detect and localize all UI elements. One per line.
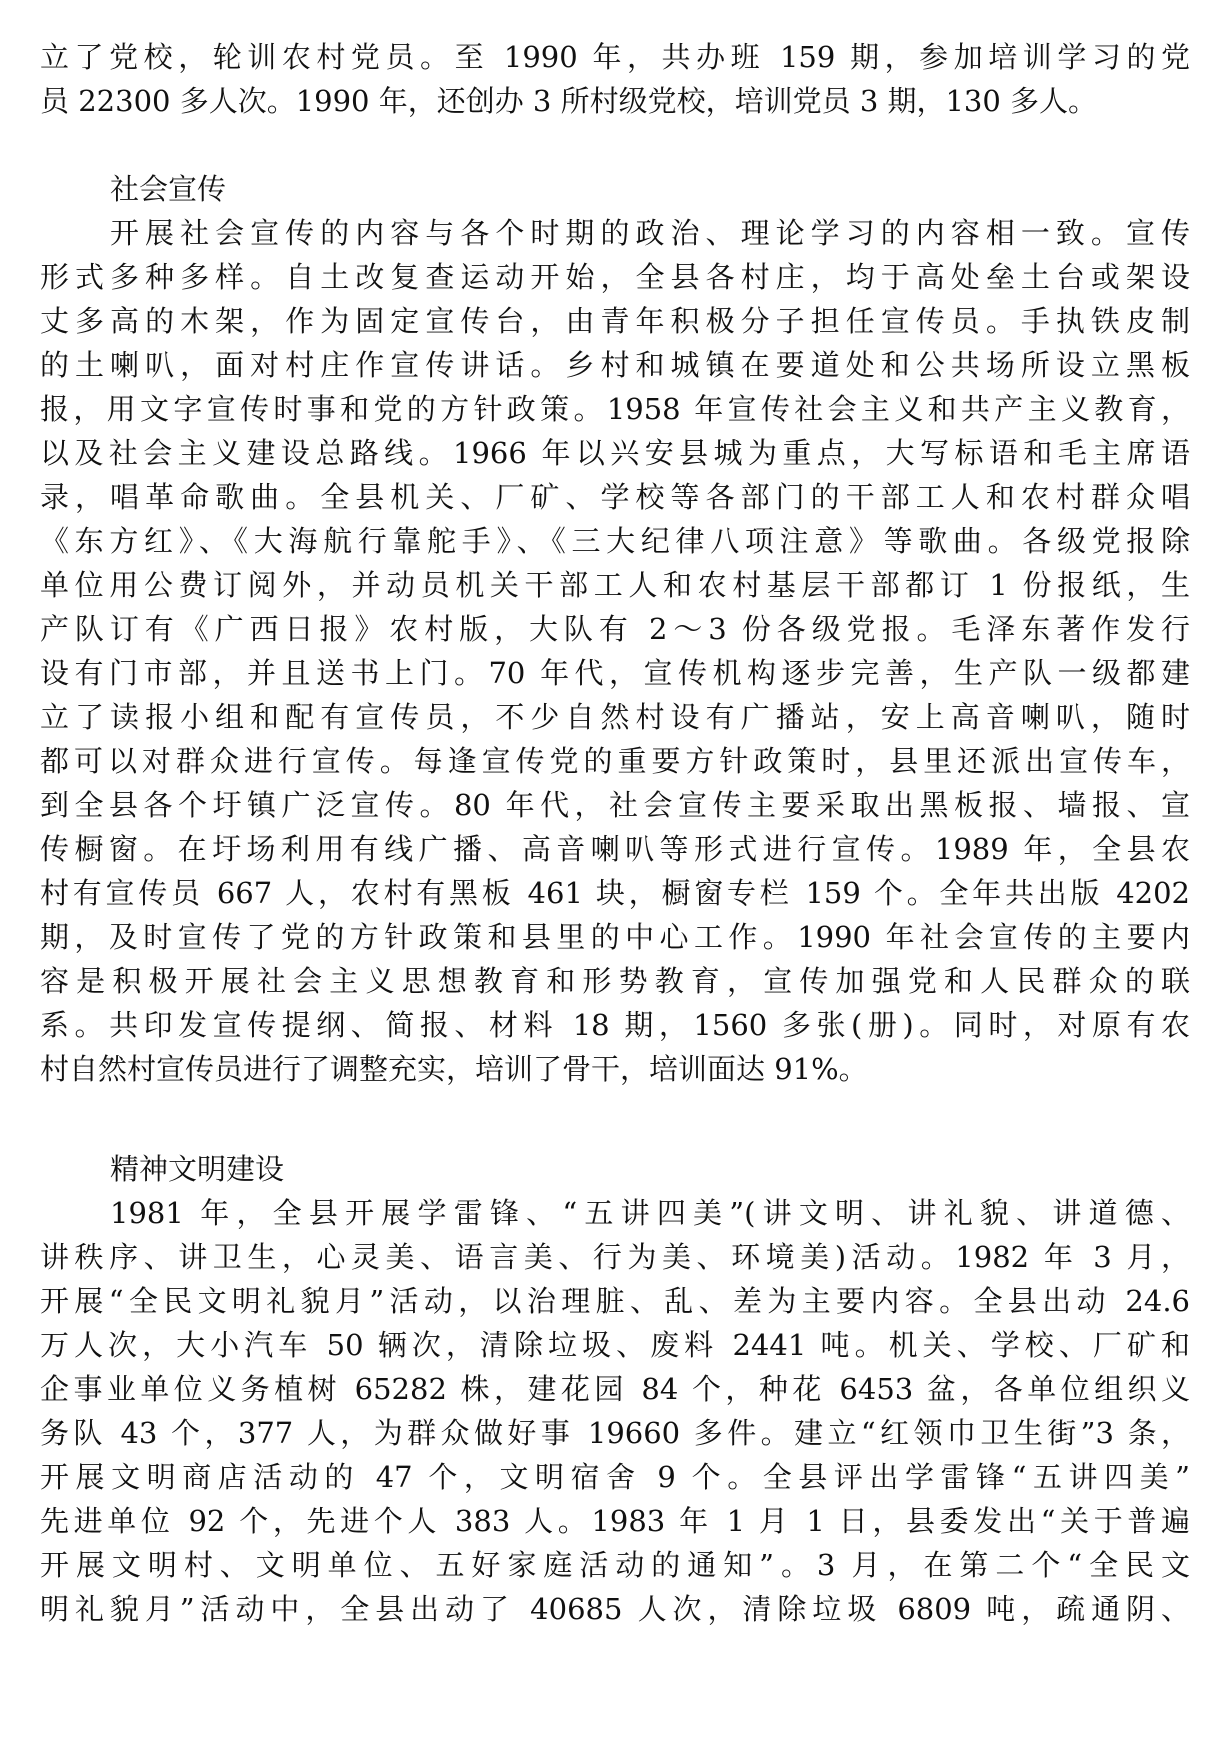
paragraph-line: 到全县各个圩镇广泛宣传。80 年代，社会宣传主要采取出黑板报、墙报、宣	[40, 788, 1190, 822]
section-heading: 社会宣传	[110, 172, 227, 206]
paragraph-line: 村自然村宣传员进行了调整充实，培训了骨干，培训面达 91%。	[40, 1052, 868, 1086]
paragraph-line: 开展“全民文明礼貌月”活动，以治理脏、乱、差为主要内容。全县出动 24.6	[40, 1284, 1190, 1318]
paragraph-line: 都可以对群众进行宣传。每逢宣传党的重要方针政策时，县里还派出宣传车，	[40, 744, 1190, 778]
paragraph-line: 万人次，大小汽车 50 辆次，清除垃圾、废料 2441 吨。机关、学校、厂矿和	[40, 1328, 1190, 1362]
paragraph-line: 《东方红》、《大海航行靠舵手》、《三大纪律八项注意》等歌曲。各级党报除	[40, 524, 1190, 558]
paragraph-line: 单位用公费订阅外，并动员机关干部工人和农村基层干部都订 1 份报纸，生	[40, 568, 1190, 602]
paragraph-line: 1981 年，全县开展学雷锋、“五讲四美”(讲文明、讲礼貌、讲道德、	[110, 1196, 1190, 1230]
paragraph-line: 讲秩序、讲卫生，心灵美、语言美、行为美、环境美)活动。1982 年 3 月，	[40, 1240, 1190, 1274]
paragraph-line: 报，用文字宣传时事和党的方针政策。1958 年宣传社会主义和共产主义教育，	[40, 392, 1190, 426]
paragraph-line: 以及社会主义建设总路线。1966 年以兴安县城为重点，大写标语和毛主席语	[40, 436, 1190, 470]
paragraph-line: 员 22300 多人次。1990 年，还创办 3 所村级党校，培训党员 3 期，130 多人。	[40, 84, 1098, 118]
paragraph-line: 容是积极开展社会主义思想教育和形势教育，宣传加强党和人民群众的联	[40, 964, 1190, 998]
paragraph-line: 产队订有《广西日报》农村版，大队有 2～3 份各级党报。毛泽东著作发行	[40, 612, 1190, 646]
paragraph-line: 的土喇叭，面对村庄作宣传讲话。乡村和城镇在要道处和公共场所设立黑板	[40, 348, 1190, 382]
paragraph-line: 期，及时宣传了党的方针政策和县里的中心工作。1990 年社会宣传的主要内	[40, 920, 1190, 954]
paragraph-line: 企事业单位义务植树 65282 株，建花园 84 个，种花 6453 盆，各单位组织义	[40, 1372, 1190, 1406]
paragraph-line: 丈多高的木架，作为固定宣传台，由青年积极分子担任宣传员。手执铁皮制	[40, 304, 1190, 338]
paragraph-line: 立了读报小组和配有宣传员，不少自然村设有广播站，安上高音喇叭，随时	[40, 700, 1190, 734]
paragraph-line: 设有门市部，并且送书上门。70 年代，宣传机构逐步完善，生产队一级都建	[40, 656, 1190, 690]
paragraph-line: 开展文明村、文明单位、五好家庭活动的通知”。3 月，在第二个“全民文	[40, 1548, 1190, 1582]
paragraph-line: 开展文明商店活动的 47 个，文明宿舍 9 个。全县评出学雷锋“五讲四美”	[40, 1460, 1190, 1494]
paragraph-line: 传橱窗。在圩场利用有线广播、高音喇叭等形式进行宣传。1989 年，全县农	[40, 832, 1190, 866]
paragraph-line: 务队 43 个，377 人，为群众做好事 19660 多件。建立“红领巾卫生街”3 条，	[40, 1416, 1190, 1450]
paragraph-line: 先进单位 92 个，先进个人 383 人。1983 年 1 月 1 日，县委发出“关于普遍	[40, 1504, 1190, 1538]
paragraph-line: 录，唱革命歌曲。全县机关、厂矿、学校等各部门的干部工人和农村群众唱	[40, 480, 1190, 514]
paragraph-line: 立了党校，轮训农村党员。至 1990 年，共办班 159 期，参加培训学习的党	[40, 40, 1190, 74]
paragraph-line: 村有宣传员 667 人，农村有黑板 461 块，橱窗专栏 159 个。全年共出版 4202	[40, 876, 1190, 910]
section-heading: 精神文明建设	[110, 1152, 285, 1186]
paragraph-line: 系。共印发宣传提纲、简报、材料 18 期，1560 多张(册)。同时，对原有农	[40, 1008, 1190, 1042]
paragraph-line: 开展社会宣传的内容与各个时期的政治、理论学习的内容相一致。宣传	[110, 216, 1190, 250]
paragraph-line: 明礼貌月”活动中，全县出动了 40685 人次，清除垃圾 6809 吨，疏通阴、	[40, 1592, 1190, 1626]
paragraph-line: 形式多种多样。自土改复查运动开始，全县各村庄，均于高处垒土台或架设	[40, 260, 1190, 294]
